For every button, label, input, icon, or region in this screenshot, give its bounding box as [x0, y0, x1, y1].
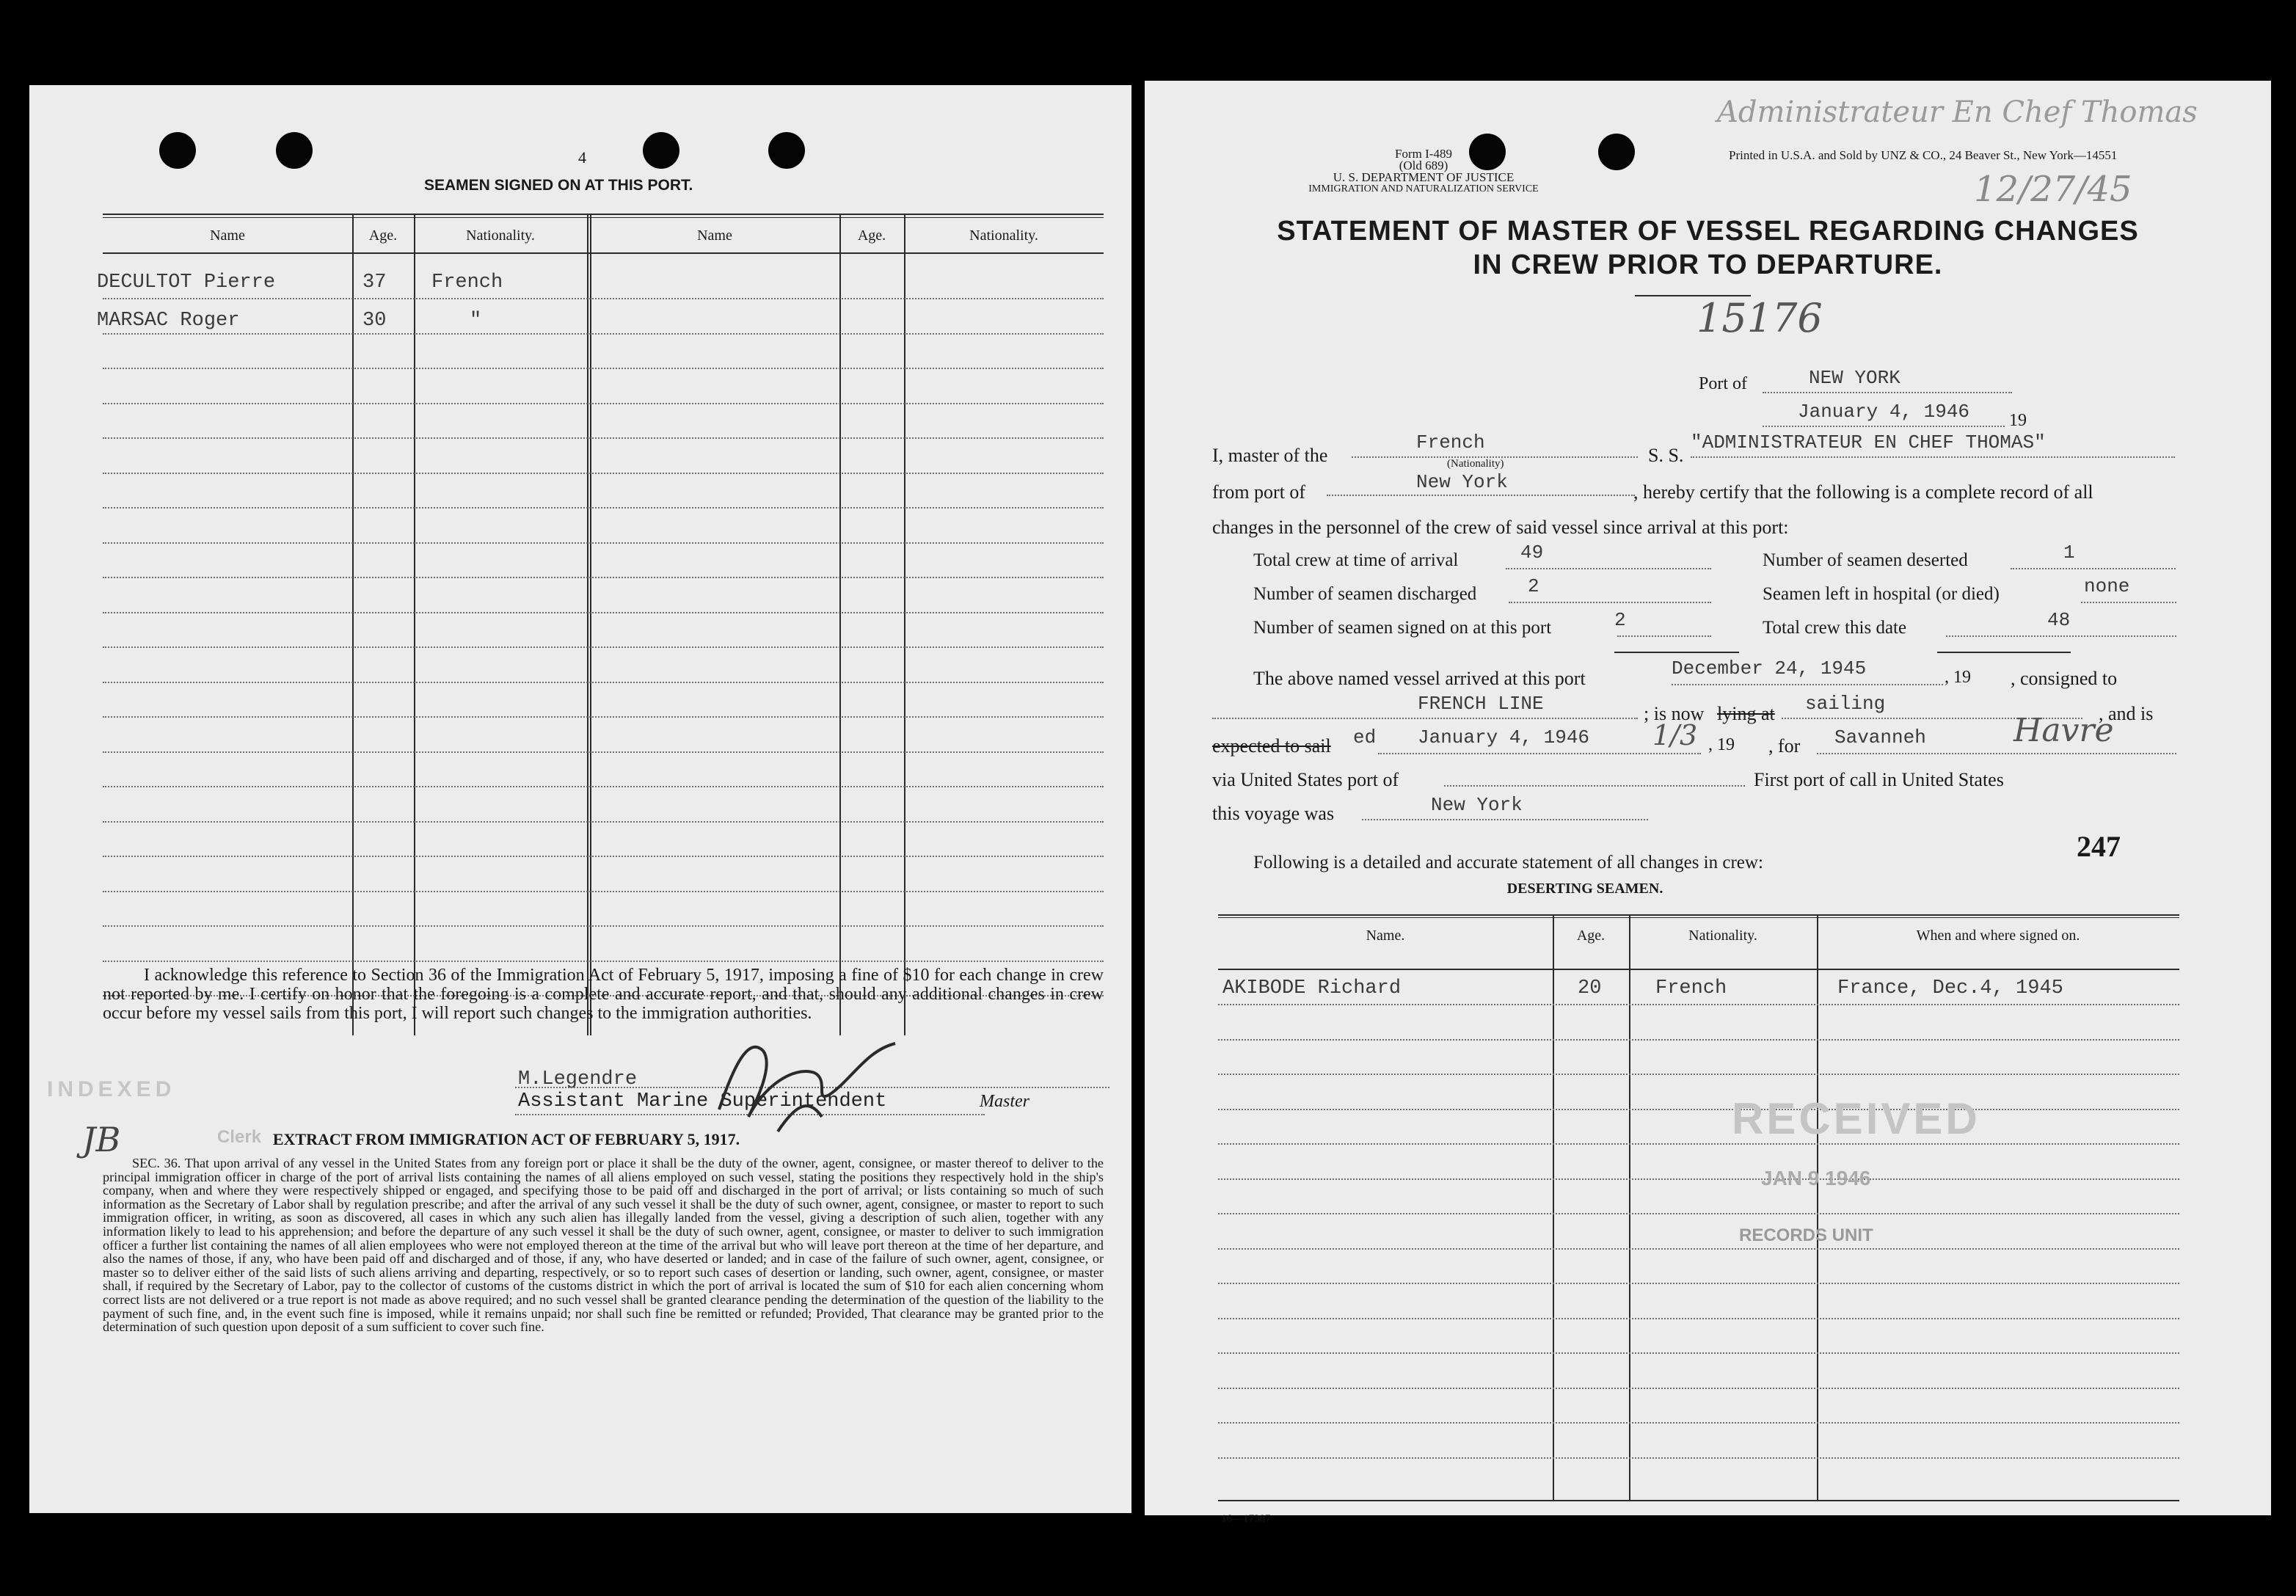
row-rule — [1218, 1143, 2179, 1145]
row-rule — [103, 403, 1104, 404]
signed-on-value: 2 — [1614, 609, 1626, 631]
row-rule — [1218, 1109, 2179, 1110]
statement-title-line2: IN CREW PRIOR TO DEPARTURE. — [1473, 249, 1943, 280]
row-rule — [103, 891, 1104, 892]
row-rule — [103, 542, 1104, 544]
port-value: NEW YORK — [1809, 367, 1900, 389]
signed-on-label: Number of seamen signed on at this port — [1253, 618, 1552, 638]
deserter-signed-on: France, Dec.4, 1945 — [1837, 977, 2063, 999]
records-unit-stamp: RECORDS UNIT — [1739, 1225, 1873, 1245]
received-stamp-date: JAN 9 1946 — [1761, 1167, 1871, 1189]
total-date-label: Total crew this date — [1763, 618, 1907, 638]
row-rule — [103, 682, 1104, 683]
via-label: via United States port of — [1212, 769, 1399, 790]
port-label: Port of — [1699, 374, 1747, 393]
column-header-signed-on: When and where signed on. — [1916, 928, 2080, 944]
handwritten-vessel-name: Administrateur En Chef Thomas — [1717, 95, 2198, 129]
from-port-value: New York — [1416, 471, 1508, 493]
column-header-nationality: Nationality. — [1688, 928, 1757, 944]
punch-hole — [159, 132, 196, 169]
seaman-nationality: French — [431, 272, 503, 294]
date-year-prefix: 19 — [2009, 411, 2027, 430]
ss-label: S. S. — [1648, 445, 1684, 466]
seaman-nationality: " — [470, 310, 482, 332]
total-arrival-value: 49 — [1520, 542, 1544, 564]
nationality-hint: (Nationality) — [1447, 458, 1504, 470]
deserted-value: 1 — [2063, 542, 2075, 564]
from-port-label: from port of — [1212, 481, 1306, 503]
row-rule — [103, 333, 1104, 335]
seaman-age: 37 — [362, 272, 387, 294]
row-rule — [1218, 1422, 2179, 1424]
lying-at-struck: lying at — [1717, 703, 1775, 724]
right-page — [1145, 81, 2271, 1525]
row-rule — [1218, 1457, 2179, 1459]
for-label: , for — [1768, 735, 1801, 757]
discharged-label: Number of seamen discharged — [1253, 584, 1477, 604]
column-header-nationality: Nationality. — [466, 227, 535, 244]
row-rule — [1218, 1318, 2179, 1319]
first-port-label: First port of call in United States — [1754, 769, 2004, 790]
row-rule — [1218, 1388, 2179, 1389]
row-rule — [1218, 1283, 2179, 1284]
service: IMMIGRATION AND NATURALIZATION SERVICE — [1308, 183, 1539, 194]
row-rule — [1218, 1352, 2179, 1354]
row-rule — [1218, 1213, 2179, 1214]
row-rule — [103, 646, 1104, 648]
row-rule — [103, 612, 1104, 613]
total-date-value: 48 — [2047, 609, 2071, 631]
punch-hole — [276, 132, 313, 169]
row-rule — [103, 961, 1104, 962]
certify-text: , hereby certify that the following is a complete record of all — [1633, 481, 2093, 503]
seaman-name: DECULTOT Pierre — [97, 272, 276, 294]
vessel-nationality: French — [1416, 431, 1485, 453]
row-rule — [103, 716, 1104, 718]
row-rule — [103, 437, 1104, 439]
hospital-value: none — [2084, 575, 2130, 597]
following-text: Following is a detailed and accurate statement of all changes in crew: — [1253, 853, 1763, 872]
master-label: Master — [980, 1092, 1029, 1111]
this-voyage-label: this voyage was — [1212, 803, 1335, 824]
received-stamp: RECEIVED — [1732, 1094, 1980, 1143]
deserted-label: Number of seamen deserted — [1763, 550, 1968, 570]
column-header-age: Age. — [368, 227, 398, 244]
row-rule — [103, 507, 1104, 509]
signature-title: Assistant Marine Superintendent — [518, 1090, 887, 1112]
date-value: January 4, 1946 — [1798, 401, 1970, 423]
form-old-number: (Old 689) — [1399, 158, 1448, 172]
extract-title: EXTRACT FROM IMMIGRATION ACT OF FEBRUARY 5, 1917. — [272, 1130, 740, 1148]
discharged-value: 2 — [1528, 575, 1539, 597]
hospital-label: Seamen left in hospital (or died) — [1763, 584, 2000, 604]
punch-hole — [643, 132, 679, 169]
column-header-age: Age. — [1576, 928, 1606, 944]
changes-text: changes in the personnel of the crew of said vessel since arrival at this port: — [1212, 517, 1789, 538]
sailing-status: sailing — [1805, 693, 1886, 715]
seaman-name: MARSAC Roger — [97, 310, 240, 332]
form-number: Form I-489 — [1395, 147, 1452, 161]
deserter-age: 20 — [1578, 977, 1602, 999]
destination: Savanneh — [1834, 726, 1926, 748]
deserting-title: DESERTING SEAMEN. — [1506, 881, 1663, 897]
vessel-name: "ADMINISTRATEUR EN CHEF THOMAS" — [1691, 431, 2046, 453]
row-rule — [103, 298, 1104, 299]
signature-name: M.Legendre — [518, 1068, 638, 1090]
indexed-stamp: INDEXED — [47, 1077, 176, 1101]
page-title: SEAMEN SIGNED ON AT THIS PORT. — [424, 177, 693, 194]
row-rule — [103, 821, 1104, 823]
acknowledgment-text: I acknowledge this reference to Section 36 of the Immigration Act of February 5, 1917, imposing a fine of $10 for each change in crew not reported by me. I certify on honor that the foregoing is a complete and accurate report, and that, should any additional changes in crew occur before my vessel sails from this port, I will report such changes to the immigration authorities. — [103, 966, 1104, 1023]
left-page — [29, 85, 1131, 1513]
column-header-name: Name — [210, 227, 245, 244]
row-rule — [103, 473, 1104, 474]
row-rule — [103, 751, 1104, 753]
expected-suffix: ed — [1353, 726, 1377, 748]
row-rule — [103, 786, 1104, 787]
handwritten-signature — [704, 1021, 939, 1146]
and-is-label: , and is — [2099, 703, 2154, 724]
extract-text: SEC. 36. That upon arrival of any vessel in the United States from any foreign port or place it shall be the duty of the owner, agent, consignee, or master thereof to deliver to the principal immigration officer in charge of the port of arrival lists containing the names of all aliens employed on such vessel, stating the positions they respectively hold in the ship's company, when and where they were respectively shipped or engaged, and specifying those to be paid off and discharged in the port of arrival; or lists containing so much of such information as the Secretary of Labor shall by regulation prescribe; and after the arrival of any such vessel it shall be the duty of such owner, agent, consignee, or master to report to such immigration officer, in writing, as soon as discovered, all cases in which any such alien has illegally landed from the vessel, giving a description of such alien, together with any information likely to lead to his apprehension; and before the departure of any such vessel it shall be the duty of such owner, agent, consignee, or master to deliver to such immigration officer a further list containing the names of all alien employees who were not employed thereon at the time of the arrival but who will leave port thereon at the time of her departure, and also the names of those, if any, who have been paid off and discharged and of those, if any, who have deserted or landed; and in case of the failure of such owner, agent, consignee, or master so to deliver either of the said lists of such aliens arriving and departing, respectively, or so to report such cases of desertion or landing, such owner, agent, consignee, or master shall, if required by the Secretary of Labor, pay to the collector of customs of the customs district in which the port of arrival is located the sum of $10 for each alien concerning whom correct lists are not delivered or a true report is not made as above required; and no such vessel shall be granted clearance pending the determination of the question of the liability to the payment of such fine, and, in the event such fine is imposed, while it remains unpaid; nor shall such fine be remitted or refunded; Provided, That clearance may be granted prior to the determination of such question upon deposit of a sum sufficient to cover such fine. — [103, 1156, 1104, 1335]
arrived-date: December 24, 1945 — [1672, 657, 1867, 679]
is-now-label: ; is now — [1644, 703, 1705, 724]
seaman-age: 30 — [362, 310, 387, 332]
master-of-label: I, master of the — [1212, 445, 1328, 466]
clerk-initials: JB — [82, 1120, 121, 1159]
consignee: FRENCH LINE — [1418, 693, 1544, 715]
file-number: 15176 — [1697, 295, 1823, 341]
row-rule — [103, 368, 1104, 369]
destination-handwritten: Havre — [2013, 712, 2114, 749]
row-rule — [1218, 1039, 2179, 1041]
sail-date: January 4, 1946 — [1418, 726, 1590, 748]
row-rule — [103, 577, 1104, 578]
deserter-nationality: French — [1655, 977, 1727, 999]
footer-code: 16—17387 — [1221, 1513, 1271, 1525]
arrived-label: The above named vessel arrived at this port — [1253, 668, 1586, 689]
consigned-label: , consigned to — [2011, 668, 2118, 689]
row-rule — [1218, 1178, 2179, 1180]
sail-date-handwritten: 1/3 — [1652, 719, 1698, 751]
printer-line: Printed in U.S.A. and Sold by UNZ & CO., 24 Beaver St., New York—14551 — [1729, 148, 2118, 162]
first-port-value: New York — [1431, 794, 1523, 816]
row-rule — [103, 856, 1104, 857]
row-rule — [1218, 1004, 2179, 1005]
expected-label: expected to sail — [1212, 735, 1331, 757]
column-header-name: Name. — [1366, 928, 1405, 944]
row-rule — [1218, 1074, 2179, 1075]
statement-title-line1: STATEMENT OF MASTER OF VESSEL REGARDING CHANGES — [1277, 216, 2139, 247]
page-stamp-number: 247 — [2077, 830, 2121, 863]
row-rule — [103, 925, 1104, 927]
punch-hole — [768, 132, 805, 169]
arrived-year-prefix: , 19 — [1945, 668, 1971, 687]
column-header-nationality: Nationality. — [969, 227, 1038, 244]
total-arrival-label: Total crew at time of arrival — [1253, 550, 1459, 570]
column-header-age: Age. — [857, 227, 886, 244]
sail-year-prefix: , 19 — [1708, 735, 1735, 754]
column-header-name: Name — [697, 227, 732, 244]
page-number: 4 — [578, 148, 586, 167]
clerk-label: Clerk — [217, 1127, 262, 1147]
department: U. S. DEPARTMENT OF JUSTICE — [1333, 170, 1515, 184]
punch-hole — [1598, 134, 1635, 170]
row-rule — [1218, 1248, 2179, 1250]
deserter-name: AKIBODE Richard — [1222, 977, 1402, 999]
handwritten-date: 12/27/45 — [1974, 169, 2132, 210]
